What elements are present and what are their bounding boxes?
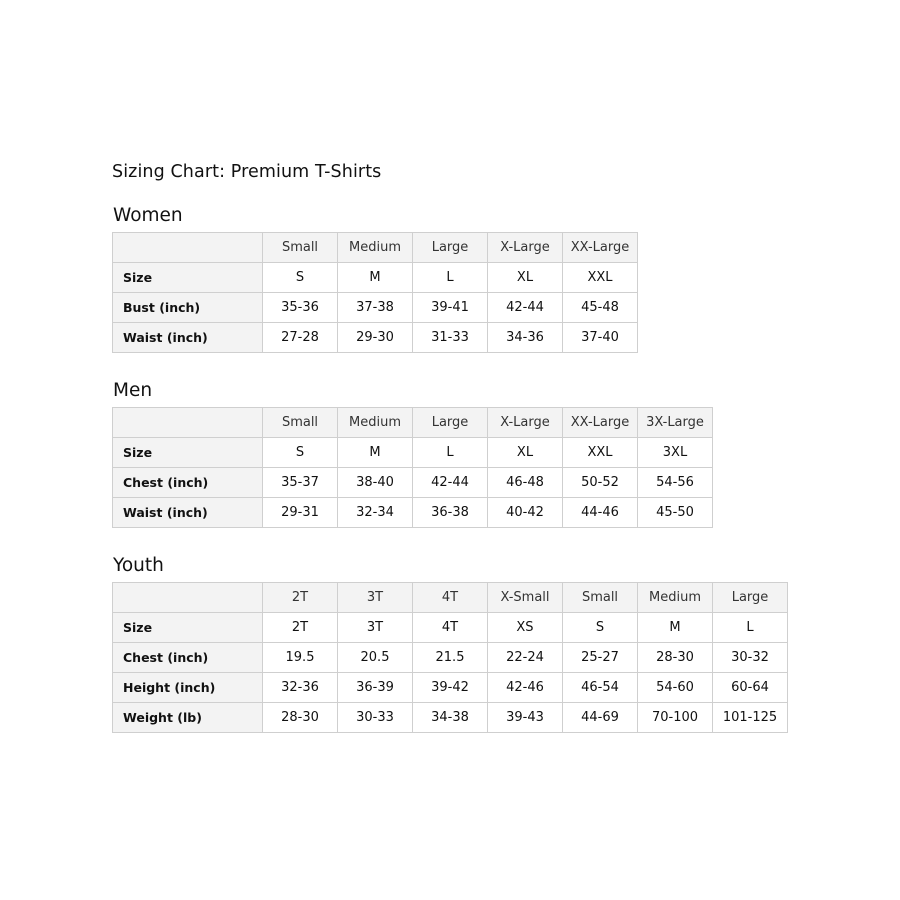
table-header-row: [113, 233, 638, 263]
row-label: Weight (lb): [113, 703, 263, 733]
table-cell: 2T: [263, 613, 338, 643]
table-cell: 3XL: [638, 438, 713, 468]
page-title: Sizing Chart: Premium T-Shirts: [112, 162, 382, 182]
table-cell: 50-52: [563, 468, 638, 498]
column-header: Medium: [338, 233, 413, 263]
table-cell: XL: [488, 438, 563, 468]
table-cell: 42-44: [413, 468, 488, 498]
column-header: 3T: [338, 583, 413, 613]
table-cell: 3T: [338, 613, 413, 643]
column-header: Small: [263, 408, 338, 438]
table-cell: 36-39: [338, 673, 413, 703]
column-header: Small: [263, 233, 338, 263]
table-cell: 37-40: [563, 323, 638, 353]
column-header: X-Large: [488, 408, 563, 438]
table-cell: 60-64: [713, 673, 788, 703]
table-cell: 46-54: [563, 673, 638, 703]
table-cell: XXL: [563, 263, 638, 293]
table-cell: 45-50: [638, 498, 713, 528]
column-header: Medium: [338, 408, 413, 438]
table-header-row: [113, 583, 788, 613]
row-label: Size: [113, 263, 263, 293]
table-cell: 27-28: [263, 323, 338, 353]
table-cell: 34-38: [413, 703, 488, 733]
table-cell: 19.5: [263, 643, 338, 673]
table-row: [113, 293, 638, 323]
table-row: [113, 323, 638, 353]
table-cell: 54-56: [638, 468, 713, 498]
row-label: Waist (inch): [113, 323, 263, 353]
table-cell: 54-60: [638, 673, 713, 703]
table-cell: 37-38: [338, 293, 413, 323]
column-header: 3X-Large: [638, 408, 713, 438]
section-title-men: Men: [113, 380, 153, 401]
column-header: 2T: [263, 583, 338, 613]
size-table-women: [112, 232, 638, 353]
column-header: Large: [713, 583, 788, 613]
table-cell: S: [563, 613, 638, 643]
table-cell: XXL: [563, 438, 638, 468]
table-cell: S: [263, 263, 338, 293]
table-cell: 32-36: [263, 673, 338, 703]
table-cell: 36-38: [413, 498, 488, 528]
table-row: [113, 438, 713, 468]
table-row: [113, 468, 713, 498]
column-header: XX-Large: [563, 408, 638, 438]
column-header: 4T: [413, 583, 488, 613]
table-cell: 40-42: [488, 498, 563, 528]
column-header: XX-Large: [563, 233, 638, 263]
table-cell: 39-43: [488, 703, 563, 733]
table-cell: M: [338, 438, 413, 468]
row-label: Size: [113, 438, 263, 468]
table-cell: 22-24: [488, 643, 563, 673]
table-cell: M: [338, 263, 413, 293]
header-corner-cell: [113, 583, 263, 613]
header-corner-cell: [113, 408, 263, 438]
row-label: Size: [113, 613, 263, 643]
table-cell: L: [413, 438, 488, 468]
table-cell: 44-69: [563, 703, 638, 733]
table-cell: 32-34: [338, 498, 413, 528]
column-header: X-Small: [488, 583, 563, 613]
table-cell: 30-33: [338, 703, 413, 733]
column-header: Small: [563, 583, 638, 613]
table-cell: 42-44: [488, 293, 563, 323]
table-cell: 28-30: [638, 643, 713, 673]
table-cell: 38-40: [338, 468, 413, 498]
table-cell: S: [263, 438, 338, 468]
table-row: [113, 498, 713, 528]
table-cell: XL: [488, 263, 563, 293]
table-cell: XS: [488, 613, 563, 643]
table-cell: 34-36: [488, 323, 563, 353]
table-row: [113, 703, 788, 733]
column-header: Medium: [638, 583, 713, 613]
table-header-row: [113, 408, 713, 438]
column-header: Large: [413, 408, 488, 438]
row-label: Waist (inch): [113, 498, 263, 528]
table-cell: 4T: [413, 613, 488, 643]
table-cell: L: [713, 613, 788, 643]
column-header: Large: [413, 233, 488, 263]
header-corner-cell: [113, 233, 263, 263]
table-cell: 42-46: [488, 673, 563, 703]
table-cell: 39-41: [413, 293, 488, 323]
table-cell: L: [413, 263, 488, 293]
table-cell: 20.5: [338, 643, 413, 673]
column-header: X-Large: [488, 233, 563, 263]
row-label: Chest (inch): [113, 468, 263, 498]
table-cell: 28-30: [263, 703, 338, 733]
table-cell: 39-42: [413, 673, 488, 703]
size-table-youth: [112, 582, 788, 733]
row-label: Bust (inch): [113, 293, 263, 323]
table-cell: 44-46: [563, 498, 638, 528]
table-cell: 101-125: [713, 703, 788, 733]
table-cell: 29-31: [263, 498, 338, 528]
table-row: [113, 643, 788, 673]
section-title-youth: Youth: [113, 555, 164, 576]
table-cell: 30-32: [713, 643, 788, 673]
section-title-women: Women: [113, 205, 183, 226]
row-label: Chest (inch): [113, 643, 263, 673]
table-cell: M: [638, 613, 713, 643]
table-cell: 45-48: [563, 293, 638, 323]
table-row: [113, 263, 638, 293]
table-row: [113, 673, 788, 703]
row-label: Height (inch): [113, 673, 263, 703]
table-cell: 35-36: [263, 293, 338, 323]
table-cell: 70-100: [638, 703, 713, 733]
table-row: [113, 613, 788, 643]
table-cell: 35-37: [263, 468, 338, 498]
table-cell: 25-27: [563, 643, 638, 673]
size-table-men: [112, 407, 713, 528]
table-cell: 31-33: [413, 323, 488, 353]
table-cell: 29-30: [338, 323, 413, 353]
table-cell: 46-48: [488, 468, 563, 498]
table-cell: 21.5: [413, 643, 488, 673]
